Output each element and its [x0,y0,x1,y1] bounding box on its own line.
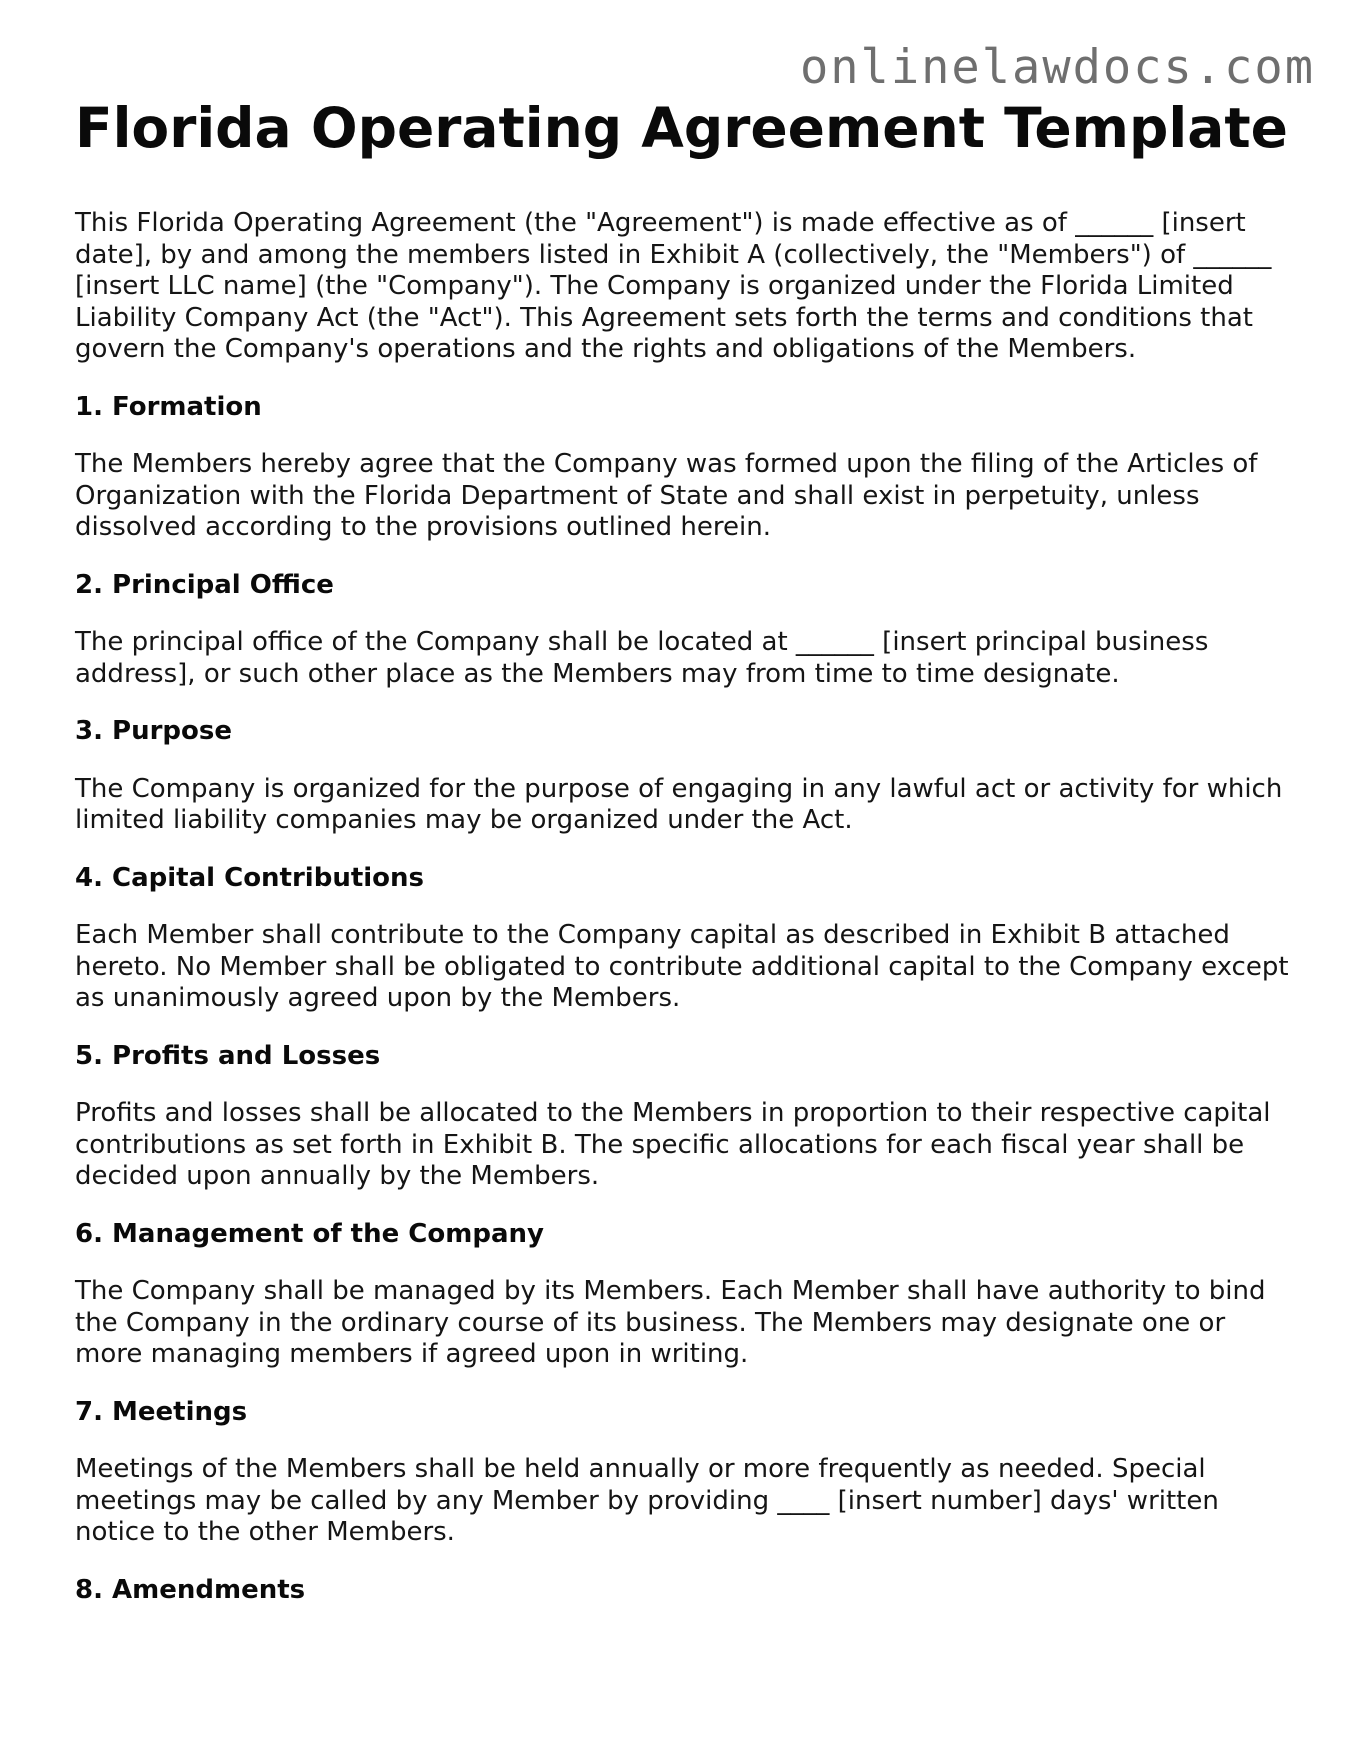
section-body-formation: The Members hereby agree that the Company was formed upon the filing of the Articles of Organization with the Florida Department of State and shall exist in perpetuity, unless dissolved according to the provisions outlined herein. [75,449,1258,542]
section-heading-profits-and-losses: 5. Profits and Losses [75,1040,381,1071]
section-body-purpose: The Company is organized for the purpose of engaging in any lawful act or activity for which limited liability companies may be organized under the Act. [75,773,1283,835]
section-heading-formation: 1. Formation [75,391,262,422]
section-body-profits-and-losses: Profits and losses shall be allocated to the Members in proportion to their respective capital contributions as set forth in Exhibit B. The specific allocations for each fiscal year shall be decided upon annually by the Members. [75,1098,1271,1191]
section-body-capital-contributions: Each Member shall contribute to the Company capital as described in Exhibit B attached hereto. No Member shall be obligated to contribute additional capital to the Company except as unanimously agreed upon by the Members. [75,920,1289,1013]
section-heading-amendments: 8. Amendments [75,1574,306,1605]
section-heading-capital-contributions: 4. Capital Contributions [75,862,425,893]
section-heading-principal-office: 2. Principal Office [75,569,334,600]
section-heading-management: 6. Management of the Company [75,1218,544,1249]
section-body-meetings: Meetings of the Members shall be held annually or more frequently as needed. Special meetings may be called by any Member by providing ____ [insert number] days' written notice to the other Members. [75,1454,1219,1547]
page-title: Florida Operating Agreement Template [75,96,1288,160]
section-heading-meetings: 7. Meetings [75,1396,248,1427]
section-body-management: The Company shall be managed by its Members. Each Member shall have authority to bind the Company in the ordinary course of its business. The Members may designate one or more managing members if agreed upon in writing. [75,1276,1266,1369]
intro-paragraph: This Florida Operating Agreement (the "Agreement") is made effective as of ______ [insert date], by and among the members listed in Exhibit A (collectively, the "Members") of ______ [insert LLC name] (the "Company"). The Company is organized under the Florida Limited Liability Company Act (the "Act"). This Agreement sets forth the terms and conditions that govern the Company's operations and the rights and obligations of the Members. [75,208,1272,364]
section-body-principal-office: The principal office of the Company shall be located at ______ [insert principal business address], or such other place as the Members may from time to time designate. [75,627,1209,689]
watermark: onlinelawdocs.com [799,40,1315,95]
section-heading-purpose: 3. Purpose [75,716,232,746]
document-page [75,94,1295,1632]
